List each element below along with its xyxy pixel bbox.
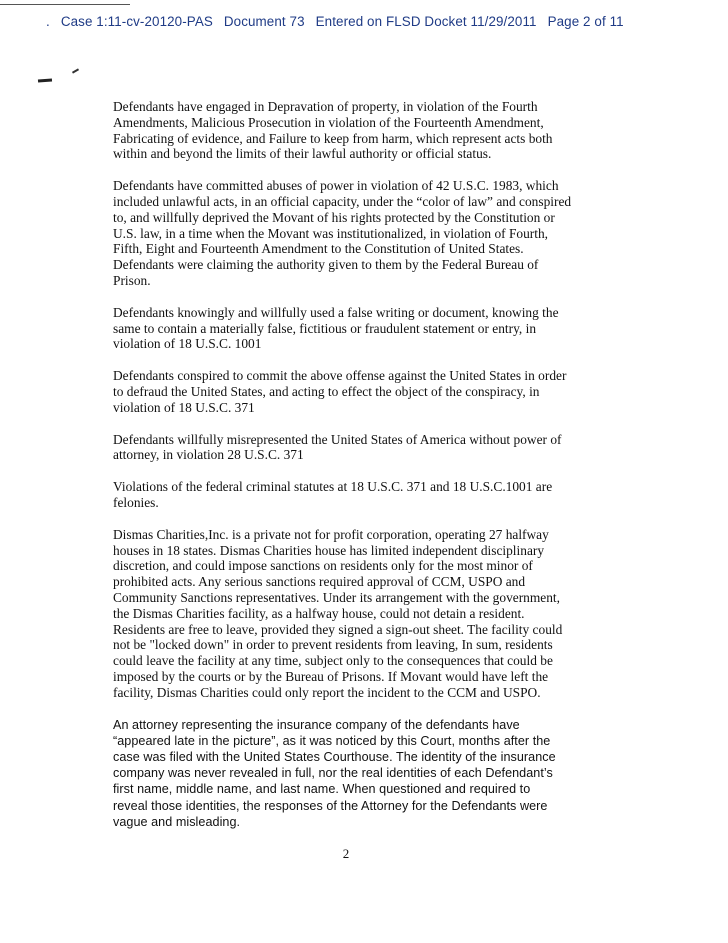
paragraph-abuse-of-power: Defendants have committed abuses of power in violation of 42 U.S.C. 1983, which included unlawful acts, in an official capacity, under the “color of law” and conspired to, and willfully deprived the Movant of his rights protected by the Constitution or U.S. law, in a time when the Movant was institutionalized, in violation of Fourth, Fifth, Eight and Fourteenth Amendment to the Constitution of United States. Defendants were claiming the authority given to them by the Federal Bureau of Prison. bbox=[113, 178, 572, 288]
page-number-text: 2 bbox=[342, 846, 350, 861]
header-leading-mark: . bbox=[46, 14, 50, 29]
paragraph-deprivation: Defendants have engaged in Depravation of property, in violation of the Fourth Amendments, Malicious Prosecution in violation of the Fourteenth Amendment, Fabricating of evidence, and Failure to keep from harm, which represent acts both within and beyond the limits of their lawful authority or official status. bbox=[113, 99, 553, 162]
docket-header bbox=[46, 14, 670, 29]
paragraph-dismas-charities: Dismas Charities,Inc. is a private not for profit corporation, operating 27 halfway houses in 18 states. Dismas Charities house has limited independent disciplinary discretion, and could impose sanctions on residents only for the most minor of prohibited acts. Any serious sanctions required approval of CCM, USPO and Community Sanctions representatives. Under its arrangement with the government, the Dismas Charities facility, as a halfway house, could not detain a resident. Residents are free to leave, provided they signed a sign-out sheet. The facility could not be "locked down" in order to prevent residents from leaving, In sum, residents could leave the facility at any time, subject only to the consequences that could be imposed by the courts or by the Bureau of Prisons. If Movant would have left the facility, Dismas Charities could only report the incident to the CCM and USPO. bbox=[113, 526, 563, 700]
top-rule bbox=[0, 4, 130, 5]
paragraph-conspiracy: Defendants conspired to commit the above offense against the United States in order to defraud the United States, and acting to effect the object of the conspiracy, in violation of 18 U.S.C. 371 bbox=[113, 368, 567, 415]
header-document-number: Document 73 bbox=[223, 14, 305, 29]
scan-artifact bbox=[38, 79, 52, 83]
paragraph-felonies: Violations of the federal criminal statutes at 18 U.S.C. 371 and 18 U.S.C.1001 are felonies. bbox=[113, 479, 553, 510]
paragraph-insurance-attorney: An attorney representing the insurance company of the defendants have “appeared late in the picture”, as it was noticed by this Court, months after the case was filed with the United States Courthouse. The identity of the insurance company was never revealed in full, nor the real identities of each Defendant’s first name, middle name, and last name. When questioned and required to reveal those identities, the responses of the Attorney for the Defendants were vague and misleading. bbox=[113, 717, 556, 829]
scan-artifact bbox=[72, 68, 79, 73]
header-case-number: Case 1:11-cv-20120-PAS bbox=[60, 14, 213, 29]
header-entered-date: Entered on FLSD Docket 11/29/2011 bbox=[315, 14, 537, 29]
paragraph-false-writing: Defendants knowingly and willfully used a false writing or document, knowing the same to contain a materially false, fictitious or fraudulent statement or entry, in violation of 18 U.S.C. 1001 bbox=[113, 304, 559, 352]
header-page-count: Page 2 of 11 bbox=[547, 14, 624, 29]
page-number bbox=[0, 846, 728, 862]
document-body bbox=[113, 99, 573, 846]
paragraph-misrepresentation: Defendants willfully misrepresented the United States of America without power of attorney, in violation 28 U.S.C. 371 bbox=[113, 431, 562, 463]
